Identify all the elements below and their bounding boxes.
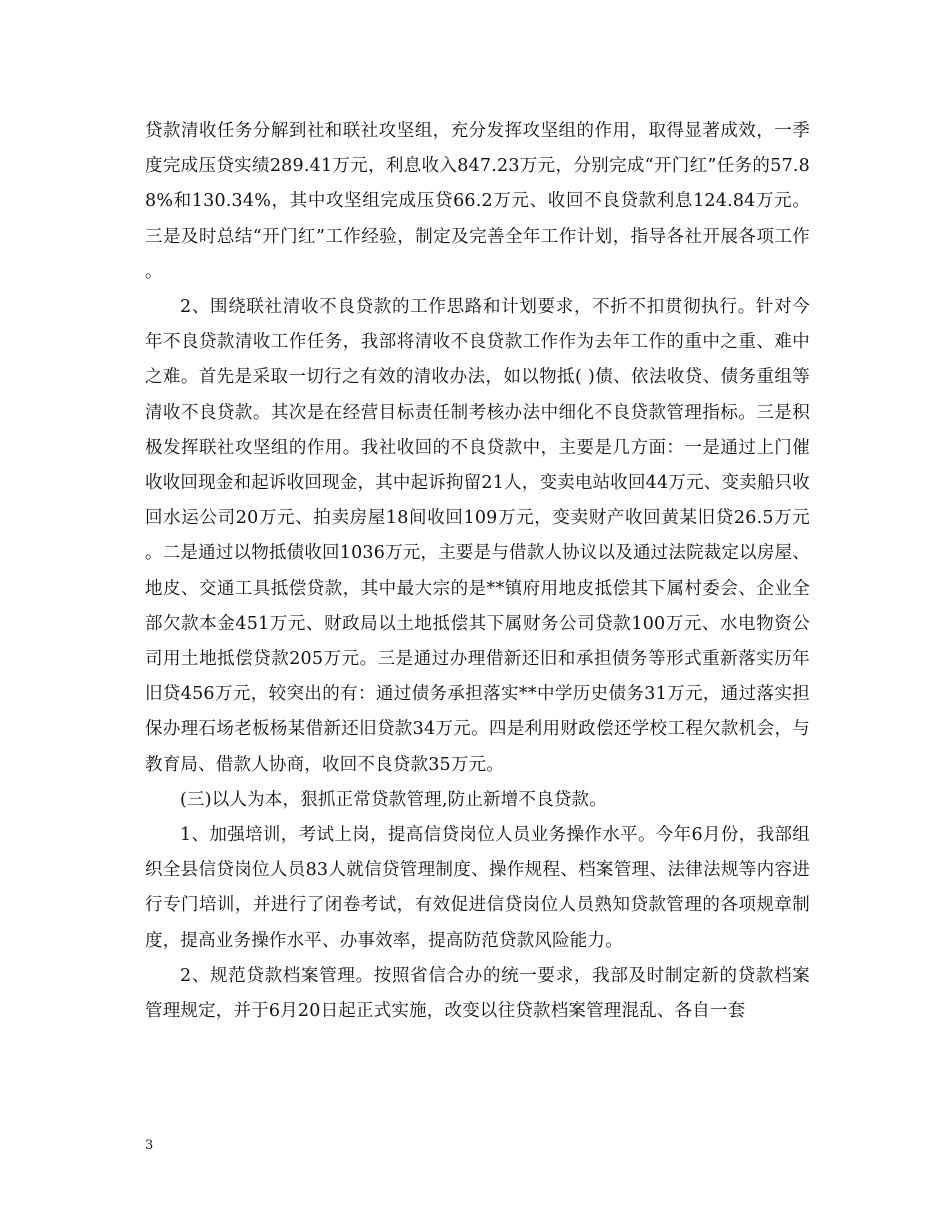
paragraph-1: 贷款清收任务分解到社和联社攻坚组，充分发挥攻坚组的作用，取得显著成效，一季度完成压贷实绩289.41万元，利息收入847.23万元，分别完成“开门红”任务的57.88%和130.34%，其中攻坚组完成压贷66.2万元、收回不良贷款利息124.84万元。三是及时总结“开门红”工作经验，制定及完善全年工作计划，指导各社开展各项工作。	[145, 121, 810, 282]
page-number: 3	[145, 1138, 154, 1153]
paragraph-4: 1、加强培训，考试上岗，提高信贷岗位人员业务操作水平。今年6月份，我部组织全县信贷岗位人员83人就信贷管理制度、操作规程、档案管理、法律法规等内容进行专门培训，并进行了闭卷考试，有效促进信贷岗位人员熟知贷款管理的各项规章制度，提高业务操作水平、办事效率，提高防范贷款风险能力。	[145, 825, 810, 951]
paragraph-5: 2、规范贷款档案管理。按照省信合办的统一要求，我部及时制定新的贷款档案管理规定，并于6月20日起正式实施，改变以往贷款档案管理混乱、各自一套	[145, 965, 810, 1022]
paragraph-2: 2、围绕联社清收不良贷款的工作思路和计划要求，不折不扣贯彻执行。针对今年不良贷款清收工作任务，我部将清收不良贷款工作作为去年工作的重中之重、难中之难。首先是采取一切行之有效的清收办法，如以物抵( )债、依法收贷、债务重组等清收不良贷款。其次是在经营目标责任制考核办法中细化不良贷款管理指标。三是积极发挥联社攻坚组的作用。我社收回的不良贷款中，主要是几方面：一是通过上门催收收回现金和起诉收回现金，其中起诉拘留21人，变卖电站收回44万元、变卖船只收回水运公司20万元、拍卖房屋18间收回109万元，变卖财产收回黄某旧贷26.5万元。二是通过以物抵债收回1036万元，主要是与借款人协议以及通过法院裁定以房屋、地皮、交通工具抵偿贷款，其中最大宗的是**镇府用地皮抵偿其下属村委会、企业全部欠款本金451万元、财政局以土地抵偿其下属财务公司贷款100万元、水电物资公司用土地抵偿贷款205万元。三是通过办理借新还旧和承担债务等形式重新落实历年旧贷456万元，较突出的有：通过债务承担落实**中学历史债务31万元，通过落实担保办理石场老板杨某借新还旧贷款34万元。四是利用财政偿还学校工程欠款机会，与教育局、借款人协商，收回不良贷款35万元。	[145, 297, 810, 775]
document-body	[145, 114, 810, 1029]
paragraph-3: (三)以人为本，狠抓正常贷款管理,防止新增不良贷款。	[180, 789, 607, 810]
